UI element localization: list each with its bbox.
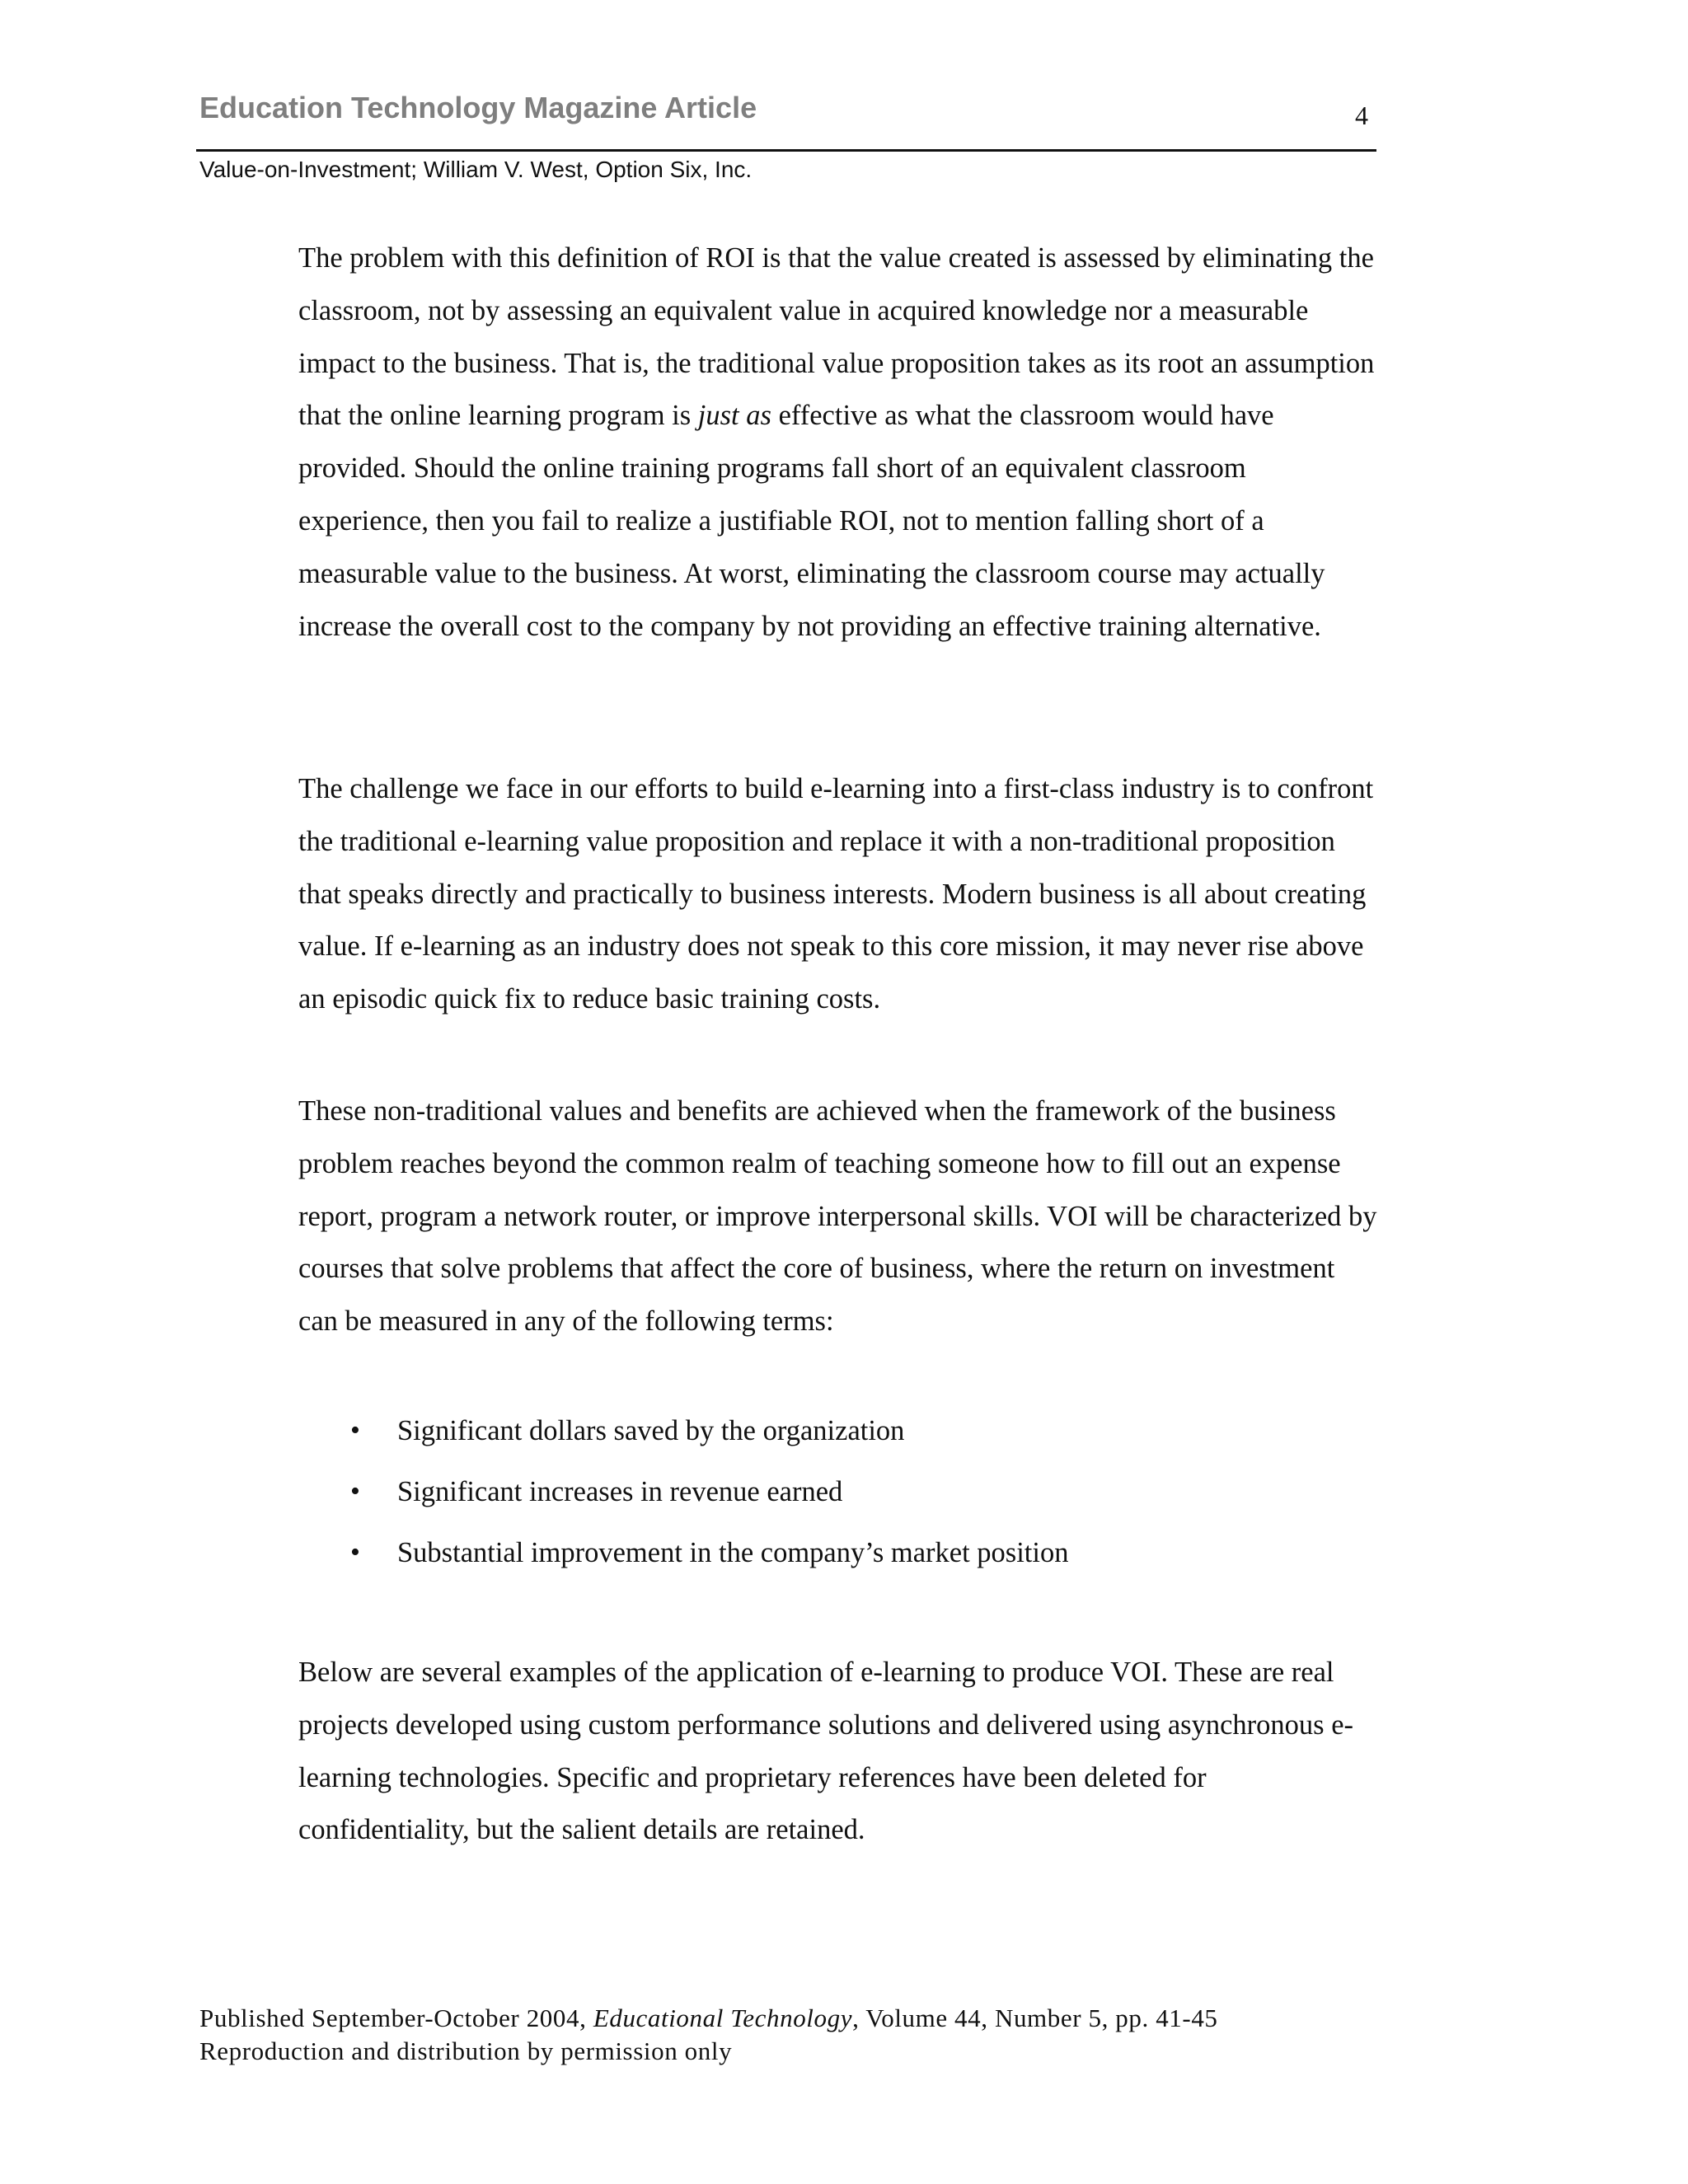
bullet-icon: • <box>350 1476 360 1507</box>
bullet-item <box>298 1535 1370 1596</box>
bullet-icon: • <box>350 1537 360 1568</box>
footer <box>199 2002 1218 2068</box>
paragraph-1-text-a: The problem with this definition of ROI is that the value created is assessed by eliminating the classroom, not by assessing an equivalent value in acquired knowledge nor a measurable impact to the business. That is, the traditional value proposition takes as its root an assumption that the online learning program is <box>298 242 1375 432</box>
bullet-list <box>298 1413 1370 1596</box>
bullet-item <box>298 1413 1370 1474</box>
footer-publication-line <box>199 2002 1218 2035</box>
paragraph-1-emphasis: just as <box>697 400 771 432</box>
footer-permission-line: Reproduction and distribution by permission only <box>199 2036 733 2065</box>
footer-journal-name: Educational Technology <box>593 2004 853 2032</box>
bullet-item <box>298 1474 1370 1535</box>
page-number: 4 <box>1355 101 1368 130</box>
header-divider <box>196 149 1376 152</box>
paragraph-1-text-b: effective as what the classroom would have provided. Should the online training programs fall short of an equivalent classroom experience, then you fail to realize a justifiable ROI, not to mention falling short of a measurable value to the business. At worst, eliminating the classroom course may actually increase the overall cost to the company by not providing an effective training alternative. <box>298 400 1325 642</box>
paragraph-4: Below are several examples of the application of e-learning to produce VOI. These are real projects developed using custom performance solutions and delivered using asynchronous e-learning technologies. Specific and proprietary references have been deleted for confidentiality, but the salient details are retained. <box>298 1657 1354 1846</box>
footer-line1-text-a: Published September-October 2004, <box>199 2004 593 2032</box>
paragraph-1 <box>298 232 1378 653</box>
bullet-icon: • <box>350 1415 360 1446</box>
footer-line1-text-b: , Volume 44, Number 5, pp. 41-45 <box>852 2004 1218 2032</box>
header-subtitle: Value-on-Investment; William V. West, Option Six, Inc. <box>199 157 753 182</box>
paragraph-3: These non-traditional values and benefits are achieved when the framework of the business problem reaches beyond the common realm of teaching someone how to fill out an expense report, program a network router, or improve interpersonal skills. VOI will be characterized by courses that solve problems that affect the core of business, where the return on investment can be measured in any of the following terms: <box>298 1095 1377 1338</box>
paragraph-2: The challenge we face in our efforts to build e-learning into a first-class industry is to confront the traditional e-learning value proposition and replace it with a non-traditional proposition that speaks directly and practically to business interests. Modern business is all about creating value. If e-learning as an industry does not speak to this core mission, it may never rise above an episodic quick fix to reduce basic training costs. <box>298 773 1374 1015</box>
bullet-text: Significant increases in revenue earned <box>397 1476 843 1507</box>
bullet-text: Significant dollars saved by the organization <box>397 1415 905 1446</box>
header-title: Education Technology Magazine Article <box>199 91 757 124</box>
bullet-text: Substantial improvement in the company’s market position <box>397 1537 1069 1568</box>
